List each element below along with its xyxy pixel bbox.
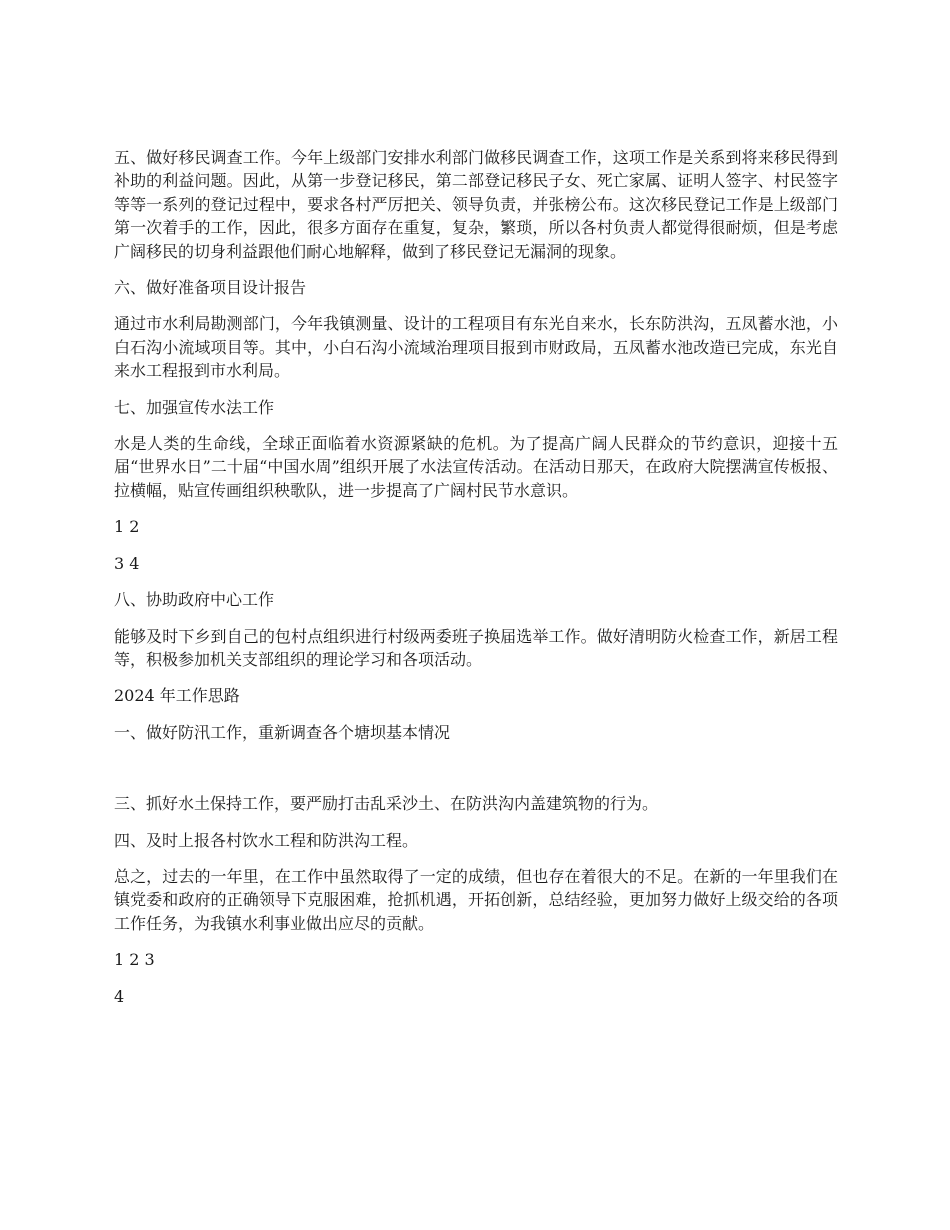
plan-item-flood-control: 一、做好防汛工作，重新调查各个塘坝基本情况 bbox=[114, 722, 451, 742]
paragraph-water-law-promotion: 水是人类的生命线，全球正面临着水资源紧缺的危机。为了提高广阔人民群众的节约意识，迎接十五届“世界水日”二十届“中国水周”组织开展了水法宣传活动。在活动日那天，在政府大院摆满宣传板报、拉横幅，贴宣传画组织秧歌队，进一步提高了广阔村民节水意识。 bbox=[114, 434, 838, 500]
heading-work-plan: 2024 年工作思路 bbox=[114, 686, 240, 706]
document-body bbox=[114, 146, 838, 1021]
page-number-line: 1 2 3 bbox=[114, 950, 155, 970]
plan-item-report-projects: 四、及时上报各村饮水工程和防洪沟工程。 bbox=[114, 830, 419, 850]
heading-assist-government: 八、协助政府中心工作 bbox=[114, 590, 275, 610]
heading-water-law-promotion: 七、加强宣传水法工作 bbox=[114, 397, 275, 417]
paragraph-resettlement-survey: 五、做好移民调查工作。今年上级部门安排水利部门做移民调查工作，这项工作是关系到将来移民得到补助的利益问题。因此，从第一步登记移民，第二部登记移民子女、死亡家属、证明人签字、村民签字等等一系列的登记过程中，要求各村严厉把关、领导负责，并张榜公布。这次移民登记工作是上级部门第一次着手的工作，因此，很多方面存在重复，复杂，繁琐，所以各村负责人都觉得很耐烦，但是考虑广阔移民的切身利益跟他们耐心地解释，做到了移民登记无漏洞的现象。 bbox=[114, 148, 838, 261]
heading-project-design-report: 六、做好准备项目设计报告 bbox=[114, 278, 307, 298]
page-number-line: 3 4 bbox=[114, 553, 140, 573]
paragraph-project-design: 通过市水利局勘测部门，今年我镇测量、设计的工程项目有东光自来水，长东防洪沟，五凤蓄水池，小白石沟小流域项目等。其中，小白石沟小流域治理项目报到市财政局，五凤蓄水池改造已完成，东光自来水工程报到市水利局。 bbox=[114, 314, 838, 381]
page-number-line: 4 bbox=[114, 986, 125, 1006]
page-number-line: 1 2 bbox=[114, 517, 140, 537]
paragraph-assist-government: 能够及时下乡到自己的包村点组织进行村级两委班子换届选举工作。做好清明防火检查工作，新居工程等，积极参加机关支部组织的理论学习和各项活动。 bbox=[114, 626, 838, 669]
paragraph-conclusion: 总之，过去的一年里，在工作中虽然取得了一定的成绩，但也存在着很大的不足。在新的一年里我们在镇党委和政府的正确领导下克服困难，抢抓机遇，开拓创新，总结经验，更加努力做好上级交给的各项工作任务，为我镇水利事业做出应尽的贡献。 bbox=[114, 866, 838, 933]
plan-item-soil-conservation: 三、抓好水土保持工作，要严励打击乱采沙土、在防洪沟内盖建筑物的行为。 bbox=[114, 794, 659, 814]
